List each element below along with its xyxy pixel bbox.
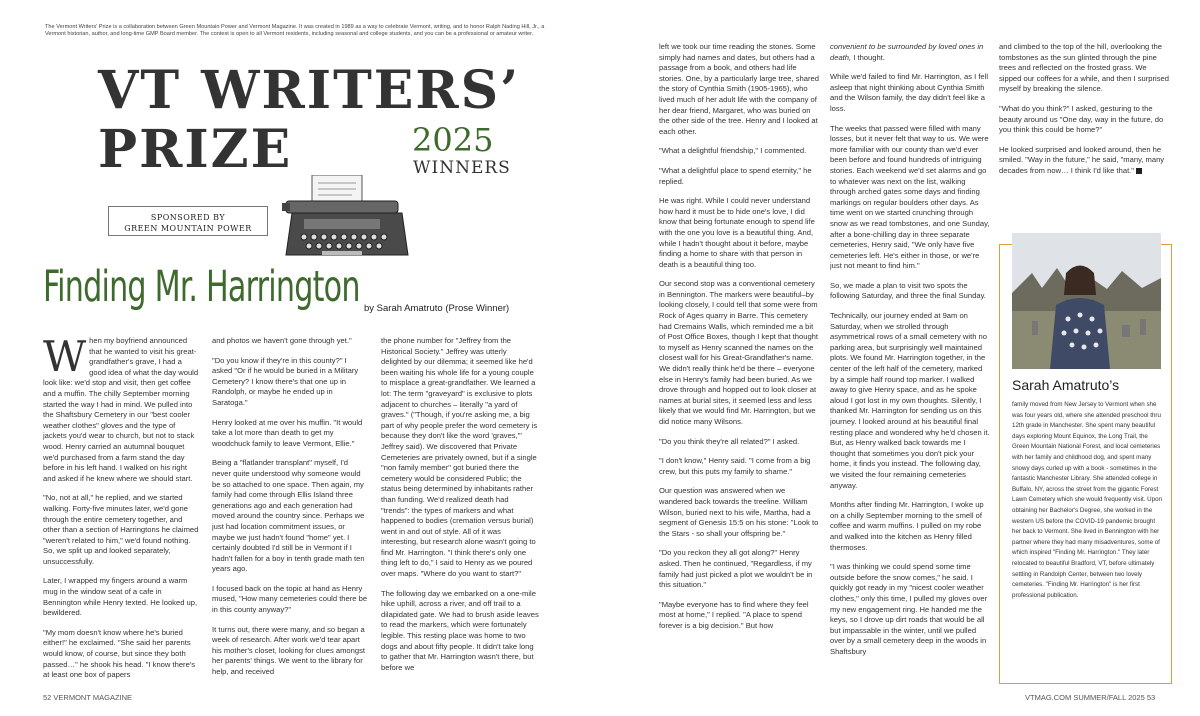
article-column-3 [381,336,539,686]
paragraph: and climbed to the top of the hill, overlooking the tombstones as the sun glinted through the pine trees and reflected on the frosted grass. We sipped our coffees for a while, and then I surprised myself by breaking the silence. [999,42,1169,94]
paragraph: "What do you think?" I asked, gesturing to the beauty around us "One day, way in the future, do you think this could be home?" [999,103,1164,135]
sponsor-box [108,206,268,236]
paragraph: "Do you think they're all related?" I asked. [659,436,800,446]
article-headline: Finding Mr. Harrington [43,262,360,312]
paragraph: convenient to be surrounded by loved ones in death, I thought. [830,42,984,62]
paragraph: "What a delightful place to spend eternity," he replied. [659,165,812,186]
paragraph: "Maybe everyone has to find where they feel most at home," I replied. "A place to spend forever is a big decision." But how [659,599,809,630]
paragraph: It turns out, there were many, and so began a week of research. After work we'd tear apart his mother's closet, looking for clues amongst her parents' things. We went to the library for help, and received [212,624,365,677]
article-column-5 [830,42,990,686]
paragraph: Being a "flatlander transplant" myself, I'd never quite understood why someone would be so attached to one space. Then again, my family had come through Ellis Island three generations ago and each generation had moved around the country since. Perhaps we just had location commitment issues, or maybe we just hadn't found "home" yet. I certainly doubted I'd still be in Vermont if I hadn't fallen for a boy in tenth grade math ten years ago. [212,458,365,574]
paragraph: He looked surprised and looked around, then he smiled. "Way in the future," he said, "many, many decades from now… I think I'd like that." [999,144,1165,175]
paragraph: "Do you reckon they all got along?" Henry asked. Then he continued, "Regardless, if my family had just picked a plot we wouldn't be in this situation." [659,548,813,590]
paragraph: Technically, our journey ended at 9am on Saturday, when we strolled through asymmetrical rows of a small cemetery with no parking area, but surprisingly well maintained plots. We found Mr. Harrington together, in the center of the left half of the cemetery, marked by a simple half round top marker. I walked away to give Henry space, and as he spoke aloud I got lost in my own thoughts. Silently, I thanked Mr. Harrington for sending us on this journey. I looked around at his beautiful final resting place and wondered why he'd chosen it. But, as Henry walked back towards me I thought that sometimes you don't pick your home, it finds you instead. The following day, we visited the four remaining cemeteries anyway. [830,311,990,490]
banner-title-line2: PRIZE [98,119,293,180]
intro-note: The Vermont Writers' Prize is a collaboration between Green Mountain Power and Vermont Magazine. It was created in 1989 as a way to celebrate Vermont, writing, and to honor Ralph Nading Hill, Jr., a Vermont historian, author, and long-time GMP Board member. The contest is open to all Vermont residents, including seasonal and college students, and you can be a professional or amateur writer. [45,24,545,38]
end-mark-icon [1136,168,1142,174]
footer-left: 52 VERMONT MAGAZINE [43,693,133,702]
article-column-2 [212,336,368,686]
paragraph: and photos we haven't gone through yet." [212,336,352,345]
paragraph: I focused back on the topic at hand as Henry mused, "How many cemeteries could there be in this county anyway?" [212,583,368,615]
footer-right: VTMAG.COM SUMMER/FALL 2025 53 [1025,693,1156,702]
paragraph: Months after finding Mr. Harrington, I woke up on a chilly September morning to the smell of coffee and warm muffins. I pulled on my robe and walked into the kitchen as Henry filled thermoses. [830,500,984,552]
paragraph: the phone number for "Jeffrey from the Historical Society." Jeffrey was utterly delighted by our dilemma; it seemed like he'd been waiting his whole life for a young couple to misplace a great-grandfather. We learned a lot: The term "graveyard" is exclusive to plots adjacent to churches – literally "a yard of graves." ("Though, if you're asking me, a big part of why people prefer the word cemetery is because they don't like the word 'graves,'" Jeffrey said). We discovered that Private Cemeteries are privately owned, but if a single "non family member" got buried there the cemetery would be considered Public; the status being determined by inhabitants rather than funding. We'd realized death had "trends": the types of markers and what happened to bodies (cremation versus burial) went in and out of style. All of it was interesting, but research alone wasn't going to find Mr. Harrington. "I think there's only one thing left to do," I said to Henry as we poured over maps. "Where do you want to start?" [381,336,538,579]
banner-winners: WINNERS [413,158,511,178]
byline: by Sarah Amatruto (Prose Winner) [364,303,510,314]
paragraph: Henry looked at me over his muffin. "It would take a lot more than death to get my woodchuck family to leave Vermont, Ellie." [212,417,363,448]
paragraph: So, we made a plan to visit two spots the following Saturday, and three the final Sunday. [830,280,986,301]
typewriter-illustration [282,175,412,270]
author-photo [1012,233,1161,369]
author-bio-text: family moved from New Jersey to Vermont when she was four years old, where she attended preschool thru 12th grade in Manchester. She spent many beautiful days exploring Mount Equinox, the Long Trail, the Green Mountain National Forest, and local cemeteries with her family and childhood dog, and spent many snowy days curled up with a book - sometimes in the fantastic Manchester Library. She attended college in Buffalo, NY, across the street from the gigantic Forest Lawn Cemetery which she would frequently visit. Upon obtaining her Bachelor's Degree, she worked in the western US before the COVID-19 pandemic brought her back to Vermont. She lived in Bennington with her partner where they had many misadventures, some of which inspired "Finding Mr. Harrington." They later relocated to beautiful Bradford, VT, before ultimately settling in Randolph Center, between two lovely cemeteries. "Finding Mr. Harrington" is her first professional publication. [1012,401,1162,599]
paragraph: Our question was answered when we wandered back towards the treeline. William Wilson, buried next to his wife, Martha, had a segment of Genesis 15:5 on his stone: "Look to the Stars - so shall your offspring be." [659,486,819,538]
paragraph: left we took our time reading the stones. Some simply had names and dates, but others had a passage from a book, and others had life stories. One, by a particularly large tree, shared the story of Cynthia Smith (1905-1965), who lived much of her adult life with the company of her dear friend, Margaret, who was buried on the other side of the tree. Henry and I looked at each other. [659,42,819,136]
banner-title-line1: VT WRITERS’ [98,60,521,121]
author-bio-box [999,244,1172,684]
paragraph: While we'd failed to find Mr. Harrington, as I fell asleep that night thinking about Cynthia Smith and the Wilson family, the day didn't feel like a loss. [830,72,989,113]
article-column-6 [999,42,1171,232]
paragraph: "No, not at all," he replied, and we started walking. Forty-five minutes later, we'd gone through the entire cemetery together, and other than a section of Harringtons he claimed "weren't related to him," we'd found nothing. So, we split up and looked separately, unsuccessfully. [43,493,199,566]
dropcap: W [43,336,87,381]
paragraph: Our second stop was a conventional cemetery in Bennington. The markers were beautiful–by looking closely, I could tell that some were from Rock of Ages quarry in Barre. This cemetery had Cremains Walls, which reminded me a bit of Post Office Boxes, though I kept that thought to myself as Henry scanned the names on the closest wall for his Great-Grandfather's name. We didn't really think he'd be there – everyone else in Henry's family had been buried. As we drove through and hopped out to look closer at names at burial sites, it seemed less and less likely that we would find Mr. Harrington, but we did notice many Wilsons. [659,279,819,426]
paragraph: When my boyfriend announced that he wanted to visit his great-grandfather's grave, I had a good idea of what the day would look like: we'd stop and visit, then get coffee and a muffin. The chilly September morning started the way I had in mind. We pulled into the Shaftsbury Cemetery in our "best cooler weather clothes" gloves and the type of jackets you'd wear to church, but not to stack wood. Henry carried an autumnal bouquet we'd purchased from a farm stand the day before in his left hand. I walked on his right and asked if he knew where we should start. [43,336,199,483]
paragraph: "Do you know if they're in this county?" I asked "Or if he would be buried in a Military Cemetery? I know there's that one up in Randolph, or maybe he ended up in Saratoga." [212,355,359,407]
article-column-4 [659,42,819,686]
paragraph: He was right. While I could never understand how hard it must be to hide one's love, I did know that being fortunate enough to spend life with the one you love is a beautiful thing. And, while I hadn't thought about it before, maybe finding a home to share with that person in death is a beautiful thing too. [659,196,815,269]
author-name-heading: Sarah Amatruto’s [1012,377,1120,393]
paragraph: "My mom doesn't know where he's buried either!" he exclaimed. "She said her parents would know, of course, but since they both passed…" he shook his head. "I know there's at least one box of papers [43,627,196,680]
paragraph: The weeks that passed were filled with many losses, but it never felt that way to us. We were more familiar with our county than we'd ever been before and found hundreds of intriguing stories. Each weekend we'd set alarms and go to whatever was next on the list, walking through arched gates some days and finding markings on regular boulders other days. As time went on we started crunching through snow as we read tombstones, and one Sunday, after a bone-chilling day in three separate cemeteries, Henry said, "We only have five cemeteries left. He's either in those, or we're just not meant to find him." [830,123,990,271]
paragraph: The following day we embarked on a one-mile hike uphill, across a river, and off trail to a dilapidated gate. We had to brush aside leaves to read the markers, which were fortunately legible. This resting place was home to two dogs and about fifty people. It didn't take long to gather that Mr. Harrington wasn't there, but before we [381,588,539,672]
banner-year: 2025 [412,121,494,159]
sponsor-line2: GREEN MOUNTAIN POWER [124,224,252,233]
paragraph: "I was thinking we could spend some time outside before the snow comes," he said. I quickly got ready in my "nicest cooler weather clothes," only this time, I pulled my gloves over my new engagement ring. He handed me the keys, so I drove up dirt roads that would be all but impassable in the winter, until we pulled over by a small cemetery deep in the woods in Shaftsbury [830,562,988,656]
article-column-1 [43,336,199,686]
paragraph: Later, I wrapped my fingers around a warm mug in the window seat of a cafe in Bennington while Henry texted. He looked up, bewildered. [43,576,198,618]
paragraph: "I don't know," Henry said. "I come from a big crew, but this puts my family to shame." [659,456,811,476]
paragraph: "What a delightful friendship," I commented. [659,146,807,156]
sponsor-line1: SPONSORED BY [150,213,226,222]
italic-thought: convenient to be surrounded by loved ones in death, [830,42,984,62]
